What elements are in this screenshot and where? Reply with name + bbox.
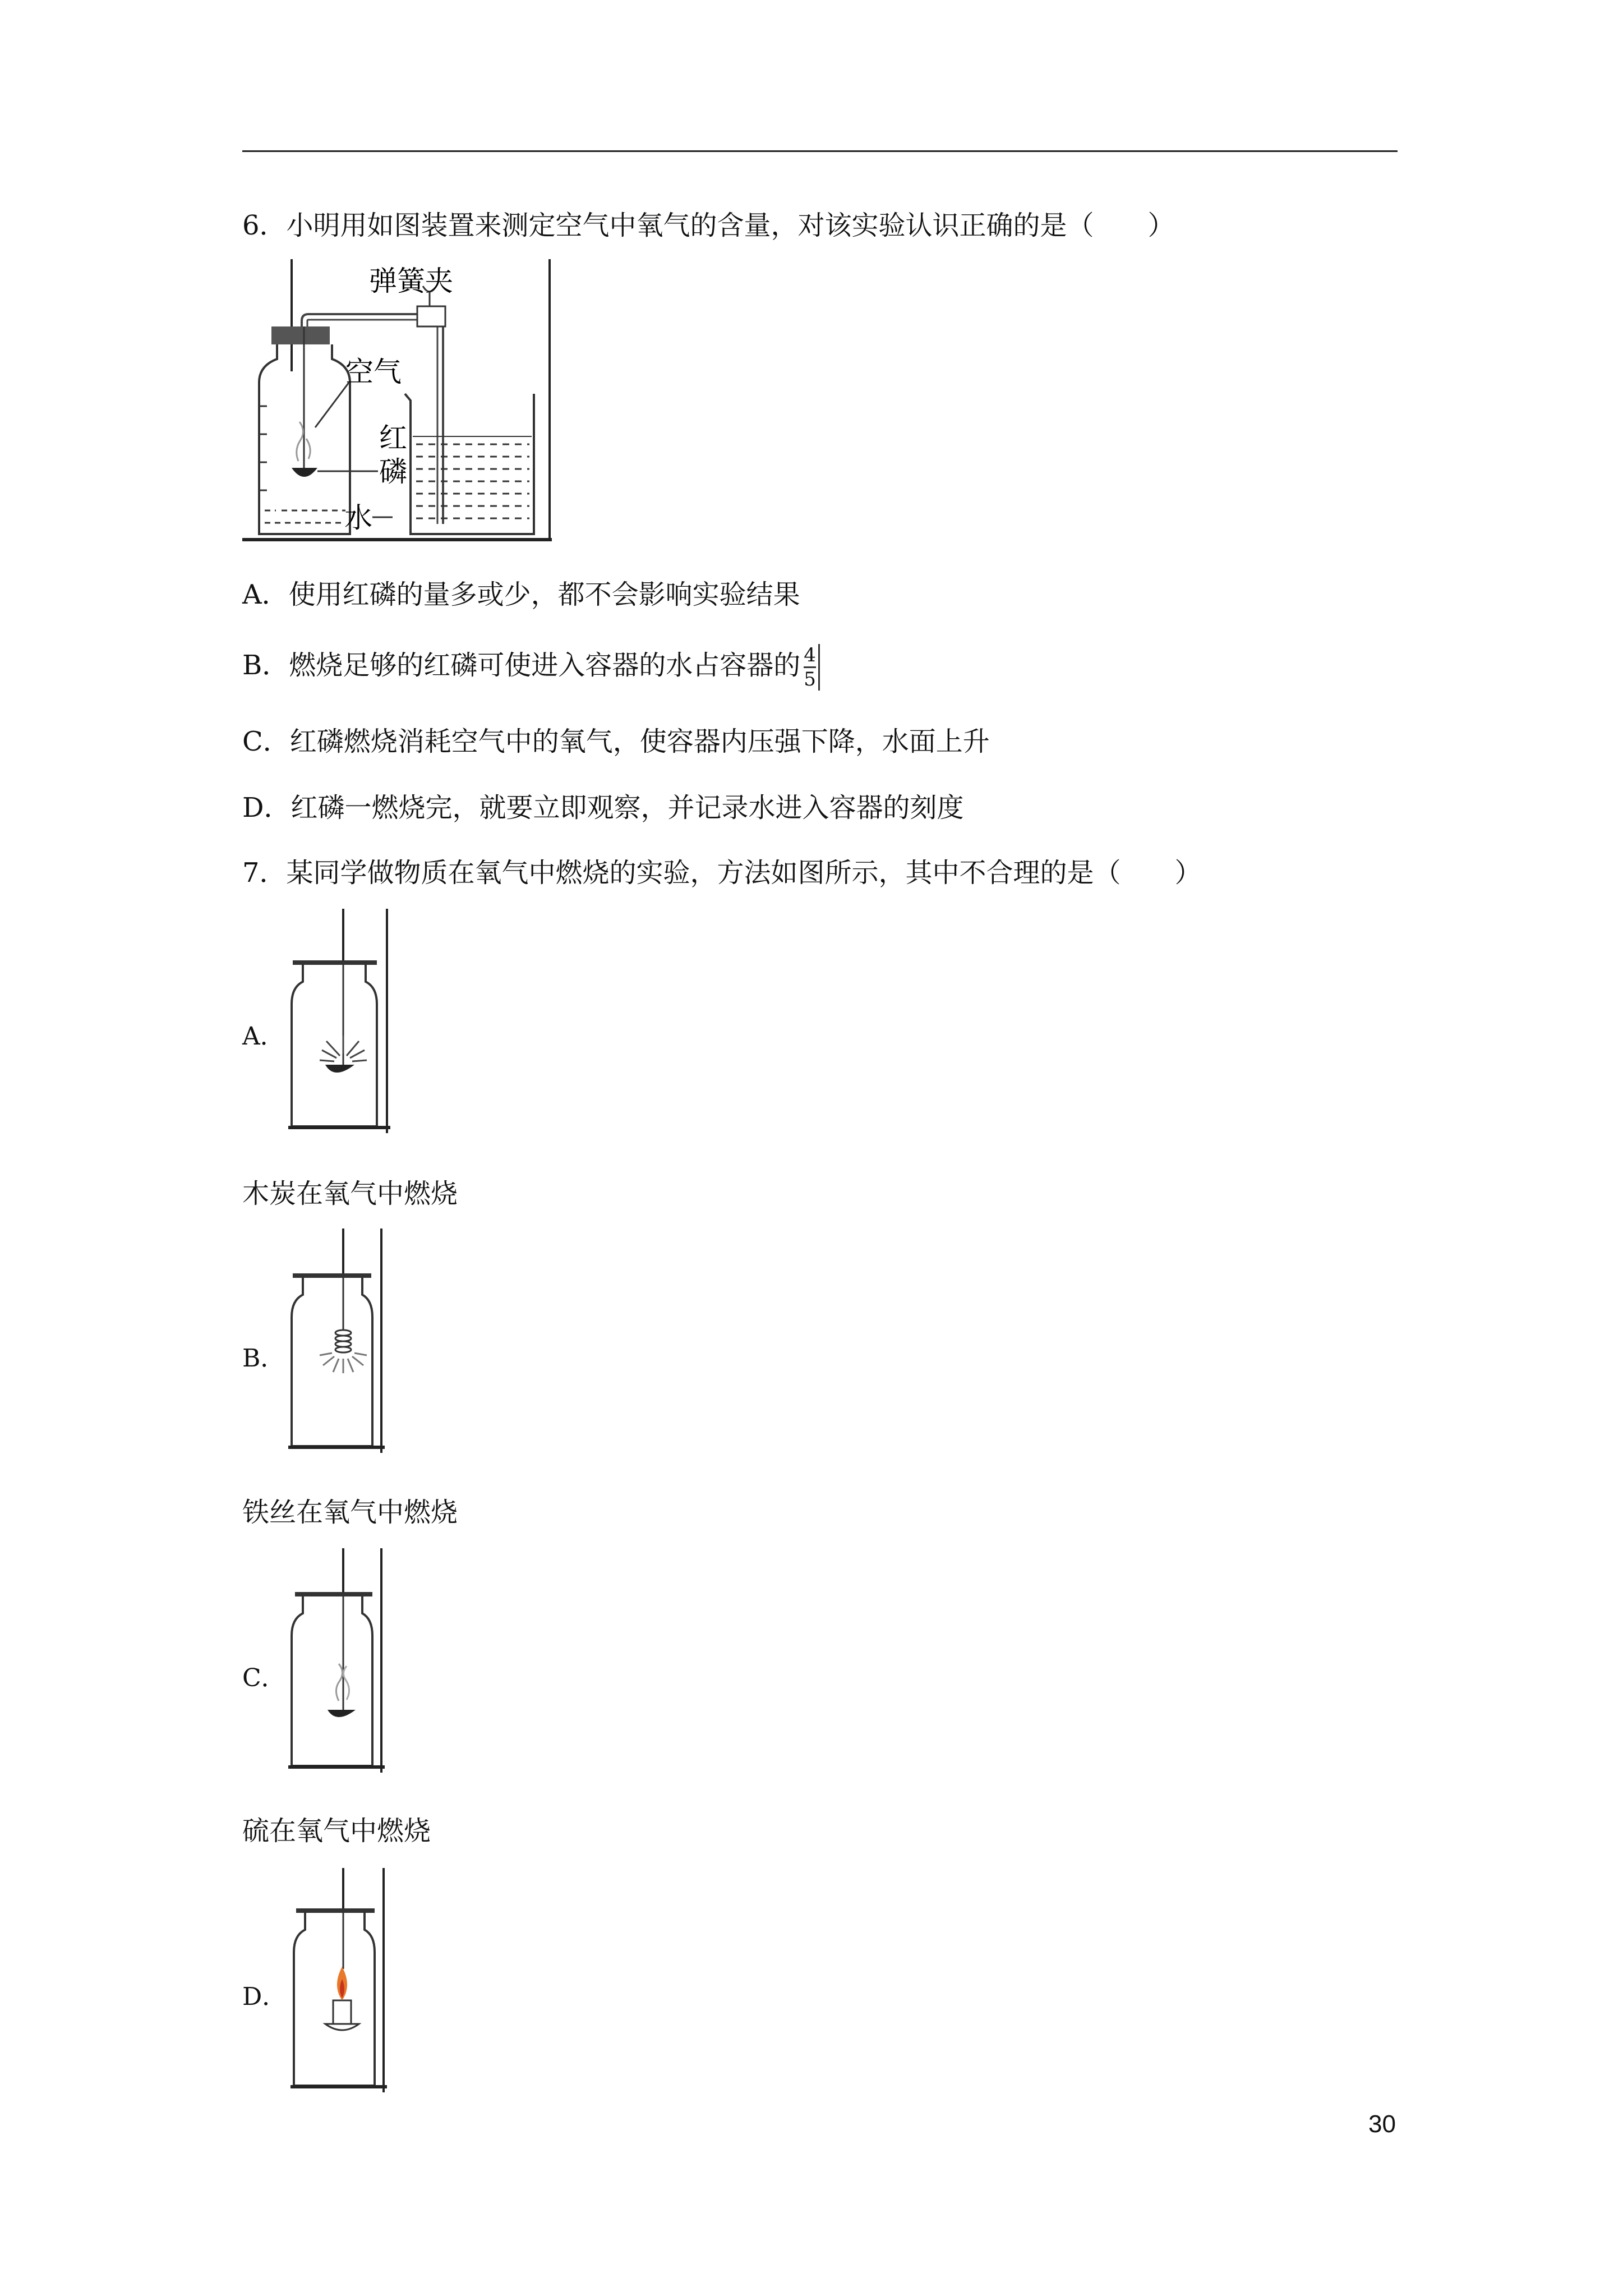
q6-option-b <box>242 644 820 691</box>
q6-option-a: A．使用红磷的量多或少，都不会影响实验结果 <box>242 579 800 610</box>
q6-option-c: C．红磷燃烧消耗空气中的氧气，使容器内压强下降，水面上升 <box>242 726 990 757</box>
q7-option-c-caption: 硫在氧气中燃烧 <box>242 1815 431 1847</box>
header-rule <box>242 150 1398 152</box>
fraction-four-fifths <box>804 644 820 691</box>
q6-option-b-text: B．燃烧足够的红磷可使进入容器的水占容器的 <box>242 650 801 681</box>
q7-option-b-caption: 铁丝在氧气中燃烧 <box>242 1497 458 1528</box>
q7-stem: 7．某同学做物质在氧气中燃烧的实验，方法如图所示，其中不合理的是（ ） <box>242 857 1202 889</box>
q7-option-c-letter: C． <box>242 1664 286 1692</box>
label-red: 红 <box>379 422 407 454</box>
q7-figure-d-candle <box>280 1868 398 2092</box>
q7-figure-b-iron-wire <box>280 1228 398 1453</box>
q7-figure-c-sulfur <box>280 1548 398 1773</box>
q7-option-a-caption: 木炭在氧气中燃烧 <box>242 1178 458 1209</box>
q7-figure-a-charcoal <box>280 909 398 1133</box>
q7-option-b-letter: B． <box>242 1344 285 1373</box>
label-phosphorus: 磷 <box>379 455 407 488</box>
fraction-numerator: 4 <box>804 644 816 668</box>
page-number: 30 <box>1368 2110 1396 2138</box>
label-spring-clamp: 弹簧夹 <box>369 265 453 297</box>
q6-stem: 6．小明用如图装置来测定空气中氧气的含量，对该实验认识正确的是（ ） <box>242 210 1175 241</box>
label-air: 空气 <box>345 356 402 388</box>
q6-apparatus-figure <box>242 259 556 545</box>
fraction-denominator: 5 <box>804 668 816 691</box>
q6-option-d: D．红磷一燃烧完，就要立即观察，并记录水进入容器的刻度 <box>242 792 964 823</box>
q7-option-a-letter: A． <box>242 1022 285 1051</box>
label-water: 水 <box>344 501 372 534</box>
q7-option-d-letter: D． <box>242 1982 287 2011</box>
